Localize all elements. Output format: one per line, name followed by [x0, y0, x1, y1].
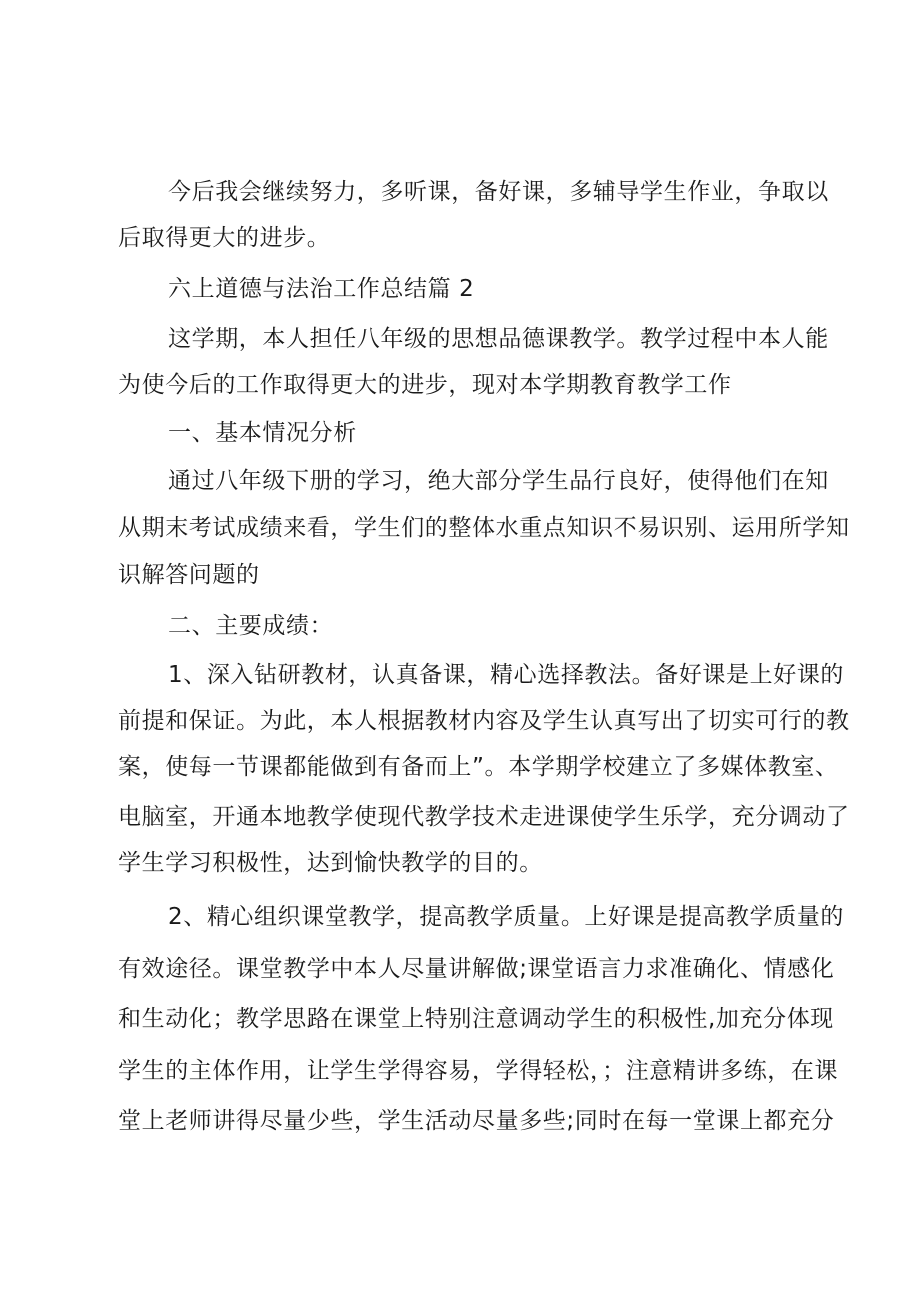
text-line: 从期末考试成绩来看，学生们的整体水重点知识不易识别、运用所学知	[118, 515, 850, 541]
text-line: 和生动化；教学思路在课堂上特别注意调动学生的积极性,加充分体现	[118, 1006, 834, 1032]
section-heading: 二、主要成绩：	[168, 613, 334, 639]
text-line: 电脑室，开通本地教学使现代教学技术走进课使学生乐学，充分调动了	[118, 804, 850, 830]
text-line: 学生学习积极性，达到愉快教学的目的。	[118, 850, 543, 876]
section-heading: 一、基本情况分析	[168, 420, 357, 446]
text-line: 案，使每一节课都能做到有备而上”。本学期学校建立了多媒体教室、	[118, 754, 839, 780]
text-line: 这学期，本人担任八年级的思想品德课教学。教学过程中本人能	[168, 326, 829, 352]
text-line: 前提和保证。为此，本人根据教材内容及学生认真写出了切实可行的教	[118, 708, 850, 734]
text-line: 今后我会继续努力，多听课，备好课，多辅导学生作业，争取以	[168, 179, 829, 205]
section-heading: 六上道德与法治工作总结篇 2	[168, 276, 475, 302]
text-line: 学生的主体作用，让学生学得容易，学得轻松，；注意精讲多练，在课	[118, 1058, 839, 1084]
text-line: 有效途径。课堂教学中本人尽量讲解做;课堂语言力求准确化、情感化	[118, 956, 835, 982]
text-line: 识解答问题的	[118, 562, 260, 588]
text-line: 堂上老师讲得尽量少些，学生活动尽量多些;同时在每一堂课上都充分	[118, 1108, 835, 1134]
text-line: 1、深入钻研教材，认真备课，精心选择教法。备好课是上好课的	[168, 662, 845, 688]
text-line: 为使今后的工作取得更大的进步，现对本学期教育教学工作	[118, 372, 732, 398]
text-line: 后取得更大的进步。	[118, 225, 331, 251]
text-line: 通过八年级下册的学习，绝大部分学生品行良好，使得他们在知	[168, 468, 829, 494]
text-line: 2、精心组织课堂教学，提高教学质量。上好课是提高教学质量的	[168, 904, 845, 930]
